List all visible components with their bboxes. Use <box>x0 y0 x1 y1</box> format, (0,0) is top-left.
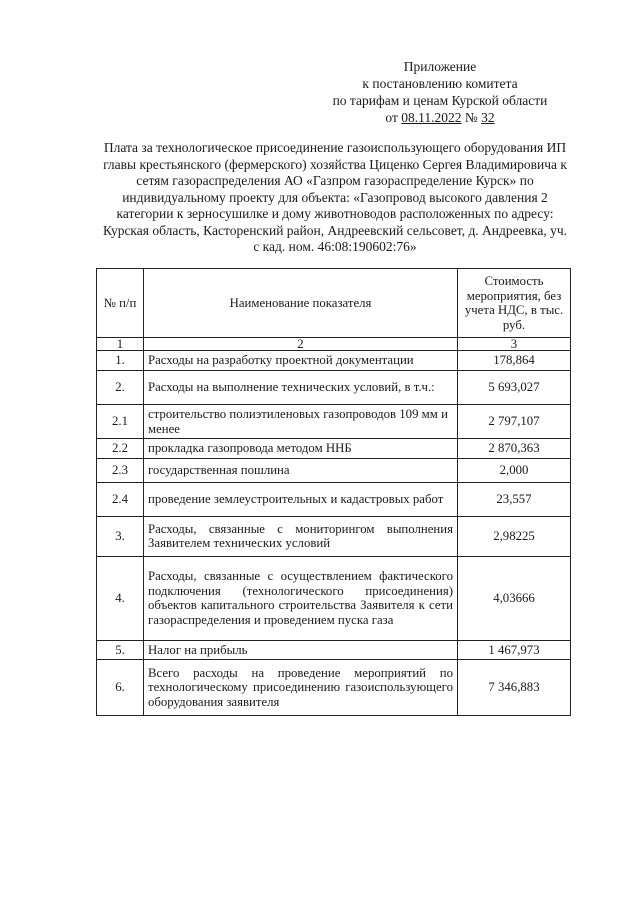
appendix-number: 32 <box>481 110 495 125</box>
header-cost: Стоимость мероприятия, без учета НДС, в тыс. руб. <box>458 269 571 338</box>
table-header-row <box>97 269 571 338</box>
row-name: Расходы на выполнение технических условий, в т.ч.: <box>144 371 458 405</box>
appendix-line-committee: к постановлению комитета <box>362 76 518 91</box>
row-cost: 2 870,363 <box>458 439 571 459</box>
table-row <box>97 371 571 405</box>
row-cost: 178,864 <box>458 351 571 371</box>
appendix-block <box>310 58 570 126</box>
table-row <box>97 516 571 556</box>
table-row <box>97 640 571 660</box>
appendix-number-sign: № <box>464 110 478 125</box>
row-num: 2.4 <box>97 482 144 516</box>
appendix-from: от <box>385 110 398 125</box>
index-cell: 2 <box>144 338 458 351</box>
row-cost: 1 467,973 <box>458 640 571 660</box>
index-cell: 3 <box>458 338 571 351</box>
row-name: Всего расходы на проведение мероприятий по технологическому присоединению газоиспользующего оборудования заявителя <box>144 660 458 716</box>
row-cost: 4,03666 <box>458 556 571 640</box>
index-cell: 1 <box>97 338 144 351</box>
row-cost: 23,557 <box>458 482 571 516</box>
row-num: 2.3 <box>97 458 144 482</box>
row-name: государственная пошлина <box>144 458 458 482</box>
table-row <box>97 458 571 482</box>
row-cost: 2,98225 <box>458 516 571 556</box>
row-cost: 7 346,883 <box>458 660 571 716</box>
fees-table <box>96 268 571 716</box>
document-heading: Плата за технологическое присоединение газоиспользующего оборудования ИП главы крестьянского (фермерского) хозяйства Циценко Сергея Владимировича к сетям газораспределения АО «Газпром газораспределение Курск» по индивидуальному проекту для объекта: «Газопровод высокого давления 2 категории к зерносушилке и дому животноводов расположенных по адресу: Курская область, Касторенский район, Андреевский сельсовет, д. Андреевка, уч. с кад. ном. 46:08:190602:76» <box>102 140 568 254</box>
row-num: 1. <box>97 351 144 371</box>
table-row <box>97 439 571 459</box>
row-name: строительство полиэтиленовых газопроводов 109 мм и менее <box>144 405 458 439</box>
table-row <box>97 405 571 439</box>
row-num: 3. <box>97 516 144 556</box>
header-num: № п/п <box>97 269 144 338</box>
row-num: 2. <box>97 371 144 405</box>
row-num: 6. <box>97 660 144 716</box>
appendix-date: 08.11.2022 <box>401 110 462 125</box>
row-name: Расходы, связанные с мониторингом выполнения Заявителем технических условий <box>144 516 458 556</box>
table-row <box>97 556 571 640</box>
row-cost: 5 693,027 <box>458 371 571 405</box>
header-name: Наименование показателя <box>144 269 458 338</box>
appendix-title: Приложение <box>403 59 477 74</box>
row-cost: 2,000 <box>458 458 571 482</box>
row-name: Налог на прибыль <box>144 640 458 660</box>
row-num: 5. <box>97 640 144 660</box>
appendix-line-region: по тарифам и ценам Курской области <box>332 93 548 108</box>
table-row <box>97 482 571 516</box>
table-row <box>97 351 571 371</box>
row-name: Расходы на разработку проектной документации <box>144 351 458 371</box>
row-num: 2.1 <box>97 405 144 439</box>
row-name: проведение землеустроительных и кадастровых работ <box>144 482 458 516</box>
row-name: Расходы, связанные с осуществлением фактического подключения (технологического присоединения) объектов капитального строительства Заявителя к сети газораспределения и проведением пуска газа <box>144 556 458 640</box>
table-row <box>97 660 571 716</box>
row-num: 2.2 <box>97 439 144 459</box>
row-cost: 2 797,107 <box>458 405 571 439</box>
row-name: прокладка газопровода методом ННБ <box>144 439 458 459</box>
row-num: 4. <box>97 556 144 640</box>
appendix-date-line <box>310 109 570 126</box>
table-index-row <box>97 338 571 351</box>
